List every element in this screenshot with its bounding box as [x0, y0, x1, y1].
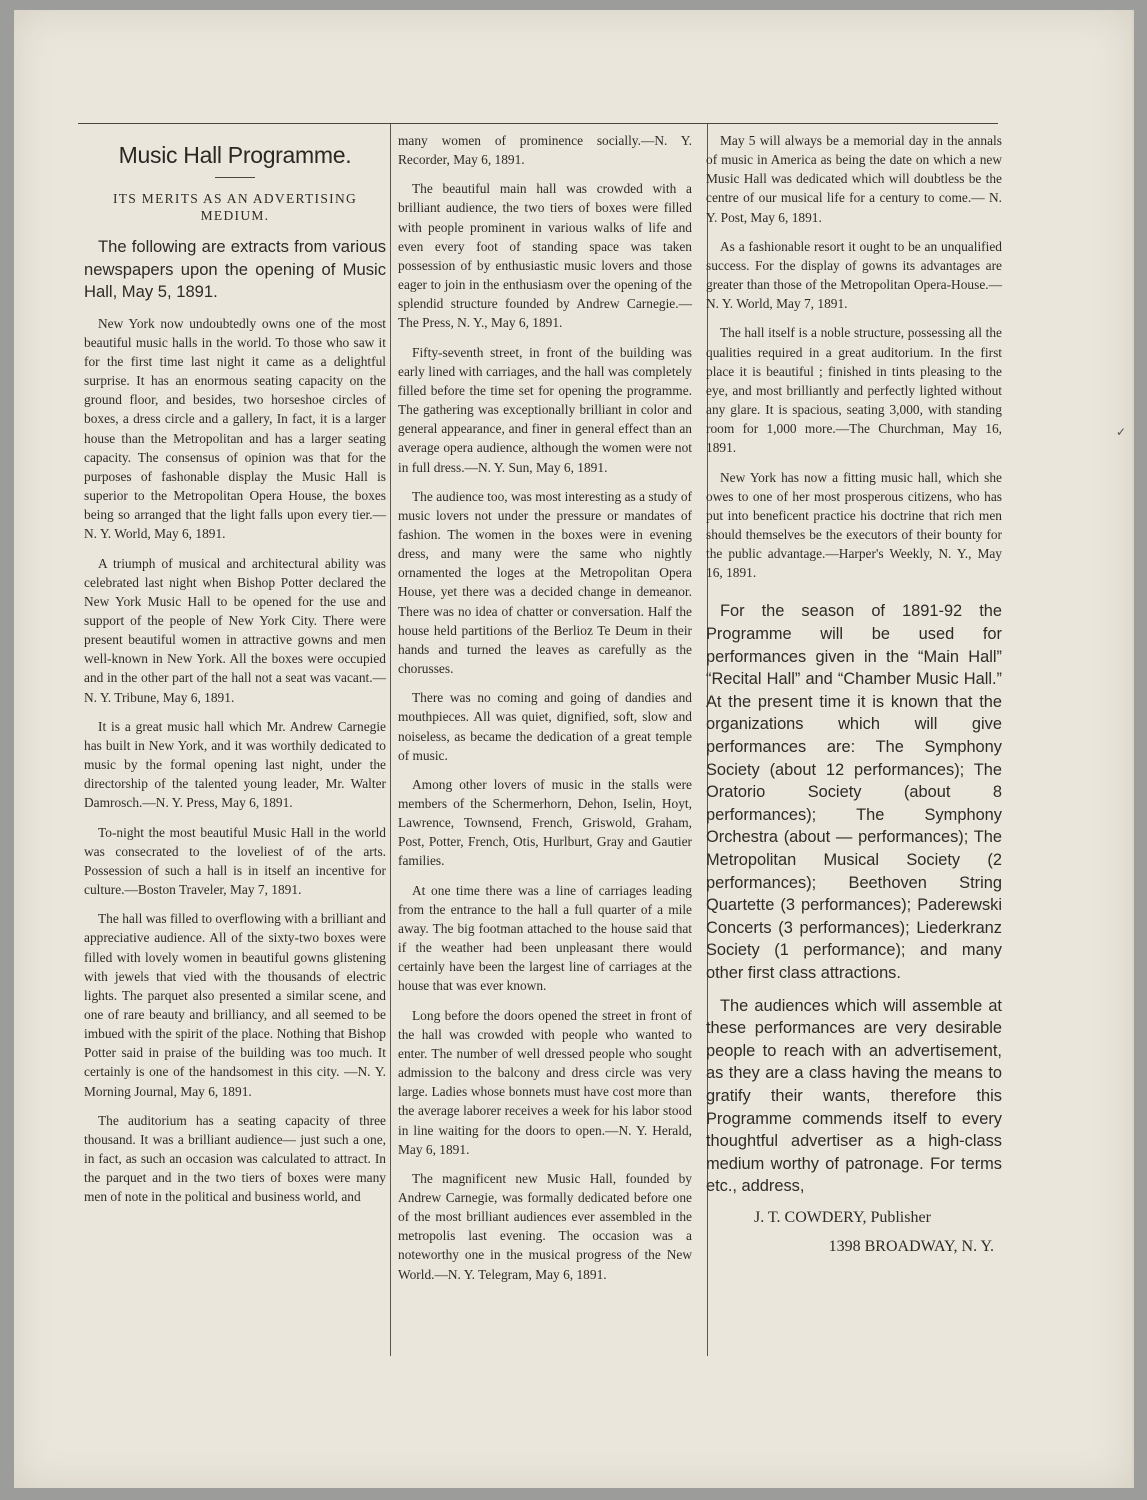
article-paragraph: many women of prominence socially.—N. Y. Recorder, May 6, 1891.	[398, 133, 692, 168]
column-2	[398, 131, 692, 1294]
intro-text: The following are extracts from various newspapers upon the opening of Music Hall, May 5, 1891.	[84, 237, 386, 302]
season-notice: For the season of 1891-92 the Programme will be used for performances given in the “Main Hall” “Recital Hall” and “Chamber Music Hall.” At the present time it is known that the organizations which will give performances are: The Symphony Society (about 12 performances); The Oratorio Society (about 8 performances); The Symphony Orchestra (about — performances); The Metropolitan Musical Society (2 performances); Beethoven String Quartette (3 performances); Paderewski Concerts (3 performances); Liederkranz Society (1 performance); and many other first class attractions.	[706, 602, 1002, 982]
audience-notice: The audiences which will assemble at these performances are very desirable people to reach with an advertisement, as they are a class having the means to gratify their wants, therefore this Programme commends itself to every thoughtful advertiser as a high-class medium worthy of patronage. For terms etc., address,	[706, 996, 1002, 1196]
article-paragraph: The auditorium has a seating capacity of three thousand. It was a brilliant audience— just such a one, in fact, as such an occasion was calculated to attract. In the parquet and in the two tiers of boxes were many men of note in the political and business world, and	[84, 1112, 386, 1205]
column-rule-1	[390, 124, 391, 1356]
article-paragraph: A triumph of musical and architectural ability was celebrated last night when Bishop Potter declared the New York Music Hall to be opened for the use and support of the people of New York City. There were present beautiful women in attractive gowns and men well-known in New York. All the boxes were occupied and in the other part of the hall not a seat was vacant.—N. Y. Tribune, May 6, 1891.	[84, 555, 386, 705]
publisher-name: J. T. COWDERY, Publisher	[754, 1208, 931, 1226]
article-paragraph: At one time there was a line of carriages leading from the entrance to the hall a full quarter of a mile away. The big footman attached to the house said that if the weather had been unpleasant there would certainly have been the largest line of carriages at the house that was ever known.	[398, 882, 692, 994]
publisher-address: 1398 BROADWAY, N. Y.	[828, 1238, 994, 1256]
article-paragraph: New York now undoubtedly owns one of the most beautiful music halls in the world. To those who saw it for the first time last night it came as a delightful surprise. It has an enormous seating capacity on the ground floor, and besides, two horseshoe circles of boxes, a dress circle and a gallery, In fact, it is a larger house than the Metropolitan and has a larger seating capacity. The consensus of opinion was that for the purposes of fashonable display the Music Hall is superior to the Metropolitan Opera House, the boxes being so arranged that the light falls upon every tier.—N. Y. World, May 6, 1891.	[84, 315, 386, 542]
article-paragraph: The hall itself is a noble structure, possessing all the qualities required in a great auditorium. In the first place it is beautiful ; finished in tints pleasing to the eye, and most brilliantly and perfectly lighted without any glare. It is spacious, seating 3,000, with standing room for 1,000 more.—The Churchman, May 16, 1891.	[706, 325, 1002, 456]
article-paragraph: New York has now a fitting music hall, which she owes to one of her most prosperous citizens, who has put into beneficent practice his doctrine that rich men should themselves be the executors of their bounty for the public advantage.—Harper's Weekly, N. Y., May 16, 1891.	[706, 469, 1002, 581]
article-paragraph: May 5 will always be a memorial day in the annals of music in America as being the date on which a new Music Hall was dedicated which will doubtless be the centre of our musical life for a century to come.— N. Y. Post, May 6, 1891.	[706, 133, 1002, 225]
article-paragraph: The hall was filled to overflowing with a brilliant and appreciative audience. All of the sixty-two boxes were filled with lovely women in beautiful gowns glistening with jewels that vied with the thousands of electric lights. The parquet also presented a similar scene, and one of rare beauty and brilliancy, and all seemed to be imbued with the spirit of the place. Nothing that Bishop Potter said in praise of the building was too much. It certainly is one of the handsomest in this city. —N. Y. Morning Journal, May 6, 1891.	[84, 911, 386, 1099]
margin-mark: ✓	[1116, 425, 1127, 439]
article-paragraph: Long before the doors opened the street in front of the hall was crowded with people who wanted to enter. The number of well dressed people who sought admission to the balcony and dress circle was very large. Ladies whose bonnets must have cost more than the average laborer receives a week for his labor stood in line waiting for the doors to open.—N. Y. Herald, May 6, 1891.	[398, 1007, 692, 1157]
article-paragraph: As a fashionable resort it ought to be an unqualified success. For the display of gowns its advantages are greater than those of the Metropolitan Opera-House.—N. Y. World, May 7, 1891.	[706, 238, 1002, 312]
article-paragraph: It is a great music hall which Mr. Andrew Carnegie has built in New York, and it was worthily dedicated to music by the formal opening last night, under the directorship of the talented young leader, Mr. Walter Damrosch.—N. Y. Press, May 6, 1891.	[84, 718, 386, 811]
article-paragraph: The audience too, was most interesting as a study of music lovers not under the pressure or mandates of fashion. The women in the boxes were in evening dress, and many were the same who nightly ornamented the loges at the Metropolitan Opera House, yet there was a decided change in demeanor. There was no idea of chatter or conversation. Half the house held partitions of the Berlioz Te Deum in their hands and turned the leaves as carefully as the chorusses.	[398, 488, 692, 677]
page-title: Music Hall Programme.	[118, 142, 352, 168]
article-paragraph: Among other lovers of music in the stalls were members of the Schermerhorn, Dehon, Iselin, Hoyt, Lawrence, Townsend, French, Griswold, Graham, Post, Potter, French, Otis, Hurlburt, Gray and Gautier families.	[398, 776, 692, 869]
top-rule	[78, 123, 998, 124]
article-paragraph: The beautiful main hall was crowded with a brilliant audience, the two tiers of boxes were filled with people prominent in various walks of life and even every foot of standing space was taken possession of by enthusiastic music lovers and those eager to join in the enthusiasm over the opening of the splendid structure founded by Andrew Carnegie.— The Press, N. Y., May 6, 1891.	[398, 181, 692, 331]
column-3	[706, 131, 1002, 1266]
article-paragraph: There was no coming and going of dandies and mouthpieces. All was quiet, dignified, soft, slow and noiseless, as became the dedication of a great temple of music.	[398, 690, 692, 763]
column-1	[84, 131, 386, 1217]
title-rule	[215, 177, 255, 178]
article-paragraph: To-night the most beautiful Music Hall in the world was consecrated to the loveliest of of the arts. Possession of such a hall is in itself an incentive for culture.—Boston Traveler, May 7, 1891.	[84, 824, 386, 898]
article-paragraph: Fifty-seventh street, in front of the building was early lined with carriages, and the hall was completely filled before the time set for opening the programme. The gathering was exceptionally brilliant in color and general appearance, and finer in general effect than an average opera audience, although the women were not in full dress.—N. Y. Sun, May 6, 1891.	[398, 344, 692, 475]
article-paragraph: The magnificent new Music Hall, founded by Andrew Carnegie, was formally dedicated before one of the most brilliant audiences ever assembled in the metropolis last evening. The occasion was a noteworthy one in the musical progress of the New World.—N. Y. Telegram, May 6, 1891.	[398, 1170, 692, 1282]
subtitle: ITS MERITS AS AN ADVERTISING MEDIUM.	[112, 191, 358, 224]
